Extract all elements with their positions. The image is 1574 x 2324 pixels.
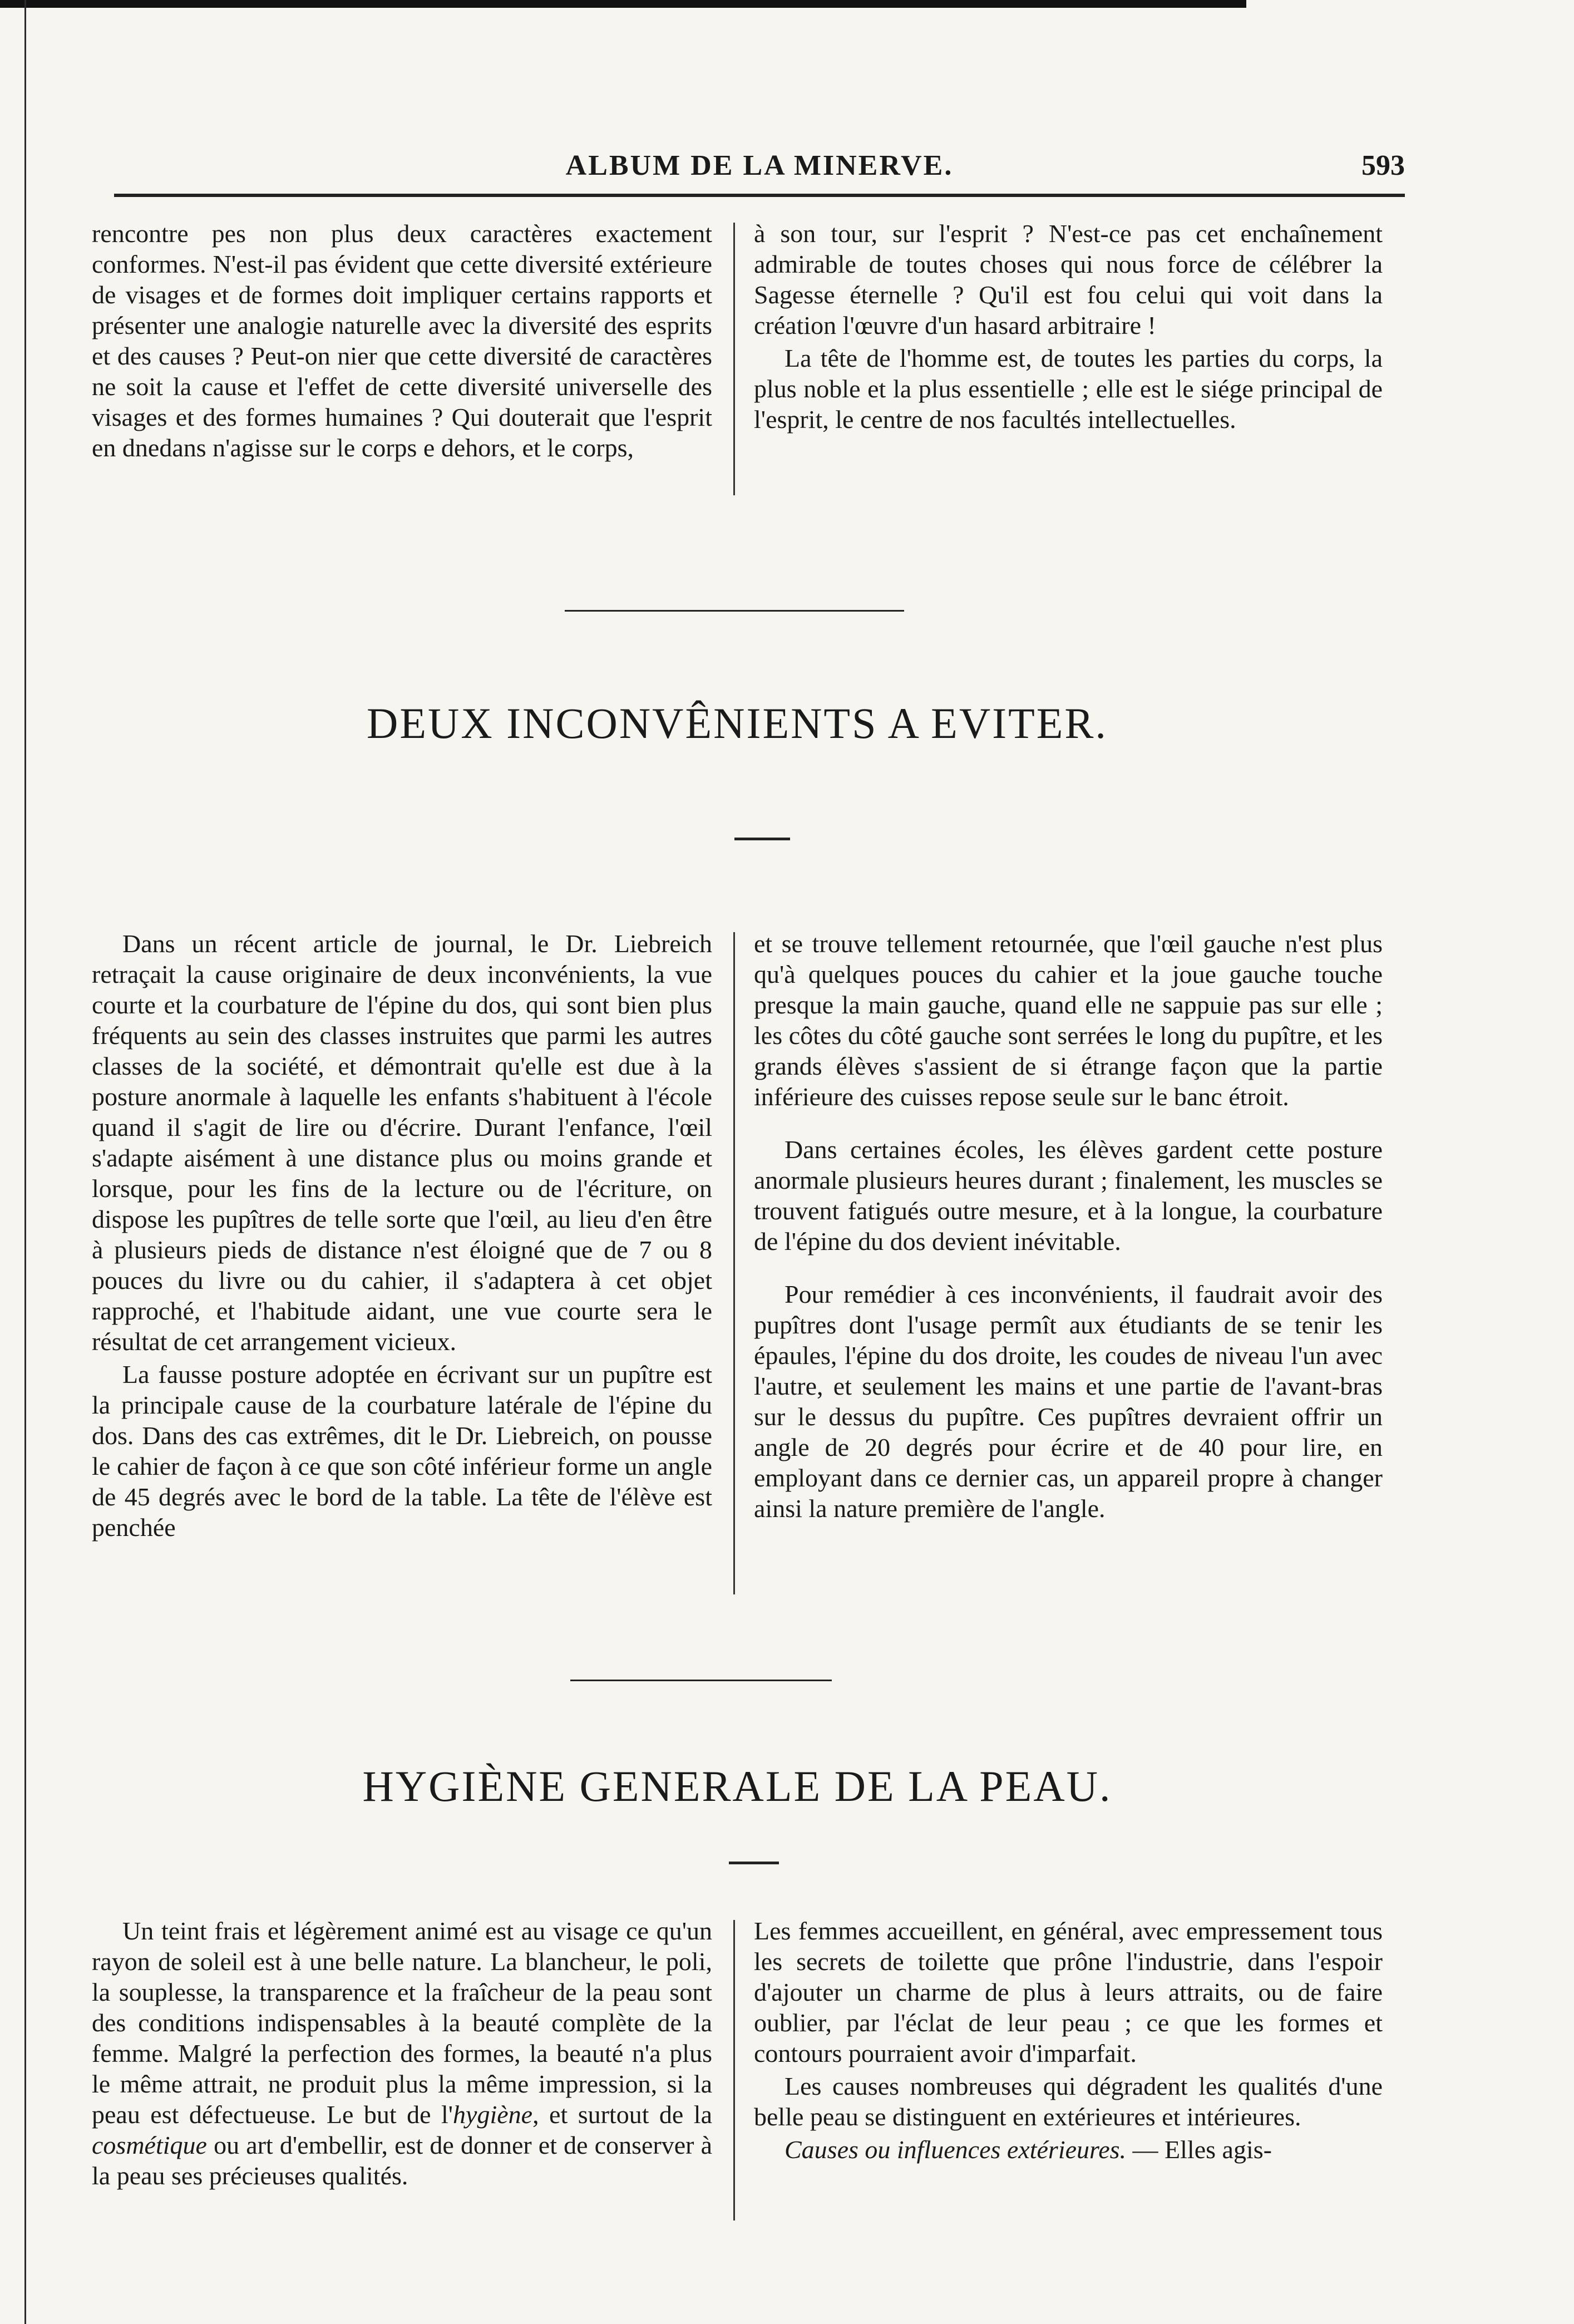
column-divider — [733, 1920, 735, 2220]
article2-right-column — [754, 1916, 1383, 2165]
article-paragraph: Dans un récent article de journal, le Dr. Liebreich retraçait la cause originaire de deux inconvénients, la vue courte et la courbature de l'épine du dos, qui sont bien plus fréquents au sein des classes instruites que parmi les autres classes de la société, et démontrait qu'elle est due à la posture anormale à laquelle les enfants s'habituent à l'école quand il s'agit de lire ou d'écrire. Durant l'enfance, l'œil s'adapte aisément à une distance plus ou moins grande et lorsque, pour les fins de la lecture ou de l'écriture, on dispose les pupîtres de telle sorte que l'œil, au lieu d'en être à plusieurs pieds de distance n'est éloigné que de 7 ou 8 pouces du livre ou du cahier, il s'adaptera à cet objet rapproché, et l'habitude aidant, une vue courte sera le résultat de cet arrangement vicieux. — [92, 929, 712, 1356]
article-paragraph — [754, 2134, 1383, 2165]
article-paragraph: Pour remédier à ces inconvénients, il faudrait avoir des pupîtres dont l'usage permît aux étudiants de se tenir les épaules, l'épine du dos droite, les coudes de niveau l'un avec l'autre, et seulement les mains et une partie de l'avant-bras sur le dessus du pupître. Ces pupîtres devraient offrir un angle de 20 degrés pour écrire et de 40 pour lire, en employant dans ce dernier cas, un appareil propre à changer ainsi la nature première de l'angle. — [754, 1280, 1383, 1523]
italic-subheading: Causes ou influences extérieures. — [784, 2135, 1127, 2164]
text-run: ou art d'embellir, est de donner et de conserver à la peau ses précieuses qualités. — [92, 2131, 712, 2190]
section-separator — [570, 1680, 832, 1681]
title-rule — [729, 1862, 779, 1864]
header-rule — [114, 194, 1405, 197]
section-separator — [565, 610, 904, 612]
running-title: ALBUM DE LA MINERVE. — [565, 150, 954, 181]
italic-term-cosmetique: cosmétique — [92, 2131, 207, 2159]
continuation-paragraph: rencontre pes non plus deux caractères exactement conformes. N'est-il pas évident que cette diversité extérieure de visages et de formes doit impliquer certains rapports et présenter une analogie naturelle avec la diversité des esprits et des causes ? Peut-on nier que cette diversité de caractères ne soit la cause et l'effet de cette diversité universelle des visages et des formes humaines ? Qui douterait que l'esprit en dnedans n'agisse sur le corps e dehors, et le corps, — [92, 219, 712, 462]
continuation-paragraph: La tête de l'homme est, de toutes les parties du corps, la plus noble et la plus essentielle ; elle est le siége principal de l'esprit, le centre de nos facultés intellectuelles. — [754, 344, 1383, 434]
page-number: 593 — [1361, 150, 1405, 181]
continuation-paragraph: à son tour, sur l'esprit ? N'est-ce pas cet enchaînement admirable de toutes choses qui nous force de célébrer la Sagesse éternelle ? Qu'il est fou celui qui voit dans la création l'œuvre d'un hasard arbitraire ! — [754, 219, 1383, 339]
article1-right-column — [754, 928, 1383, 1524]
article1-left-column — [92, 928, 712, 1543]
title-rule — [734, 838, 790, 840]
italic-term-hygiene: hygiène — [453, 2100, 533, 2129]
column-divider — [733, 932, 735, 1594]
continuation-left-column — [92, 218, 712, 463]
article-title: HYGIÈNE GENERALE DE LA PEAU. — [362, 1762, 1112, 1810]
article-paragraph: Les femmes accueillent, en général, avec empressement tous les secrets de toilette que prône l'industrie, dans l'espoir d'ajouter un charme de plus à leurs attraits, ou de faire oublier, par l'éclat de leur peau ; ce que les formes et contours pourraient avoir d'imparfait. — [754, 1917, 1383, 2067]
article-paragraph: Les causes nombreuses qui dégradent les qualités d'une belle peau se distinguent en extérieures et intérieures. — [754, 2072, 1383, 2131]
running-header — [114, 149, 1405, 188]
text-run: , et surtout de la — [532, 2100, 712, 2129]
article-paragraph: et se trouve tellement retournée, que l'œil gauche n'est plus qu'à quelques pouces du cahier et la joue gauche touche presque la main gauche, quand elle ne sappuie pas sur elle ; les côtes du côté gauche sont serrées le long du pupître, et les grands élèves s'assient de si étrange façon que la partie inférieure des cuisses repose seule sur le banc étroit. — [754, 929, 1383, 1111]
column-divider — [733, 223, 735, 495]
article-title: DEUX INCONVÊNIENTS A EVITER. — [367, 699, 1108, 747]
scan-top-edge — [0, 0, 1246, 8]
text-run: — Elles agis- — [1126, 2135, 1272, 2164]
article-paragraph: Dans certaines écoles, les élèves gardent cette posture anormale plusieurs heures durant ; finalement, les muscles se trouvent fatigués outre mesure, et à la longue, la courbature de l'épine du dos devient inévitable. — [754, 1135, 1383, 1255]
article2-left-column — [92, 1916, 712, 2191]
continuation-right-column — [754, 218, 1383, 435]
text-run: Un teint frais et légèrement animé est au visage ce qu'un rayon de soleil est à une belle nature. La blancheur, le poli, la souplesse, la transparence et la fraîcheur de la peau sont des conditions indispensables à la beauté complète de la femme. Malgré la perfection des formes, la beauté n'a plus le même attrait, ne produit plus la même impression, si la peau est défectueuse. Le but de l' — [92, 1917, 712, 2129]
article-paragraph — [92, 1916, 712, 2191]
scan-left-edge — [24, 0, 26, 2324]
article-paragraph: La fausse posture adoptée en écrivant sur un pupître est la principale cause de la courbature latérale de l'épine du dos. Dans des cas extrêmes, dit le Dr. Liebreich, on pousse le cahier de façon à ce que son côté inférieur forme un angle de 45 degrés avec le bord de la table. La tête de l'élève est penchée — [92, 1360, 712, 1542]
